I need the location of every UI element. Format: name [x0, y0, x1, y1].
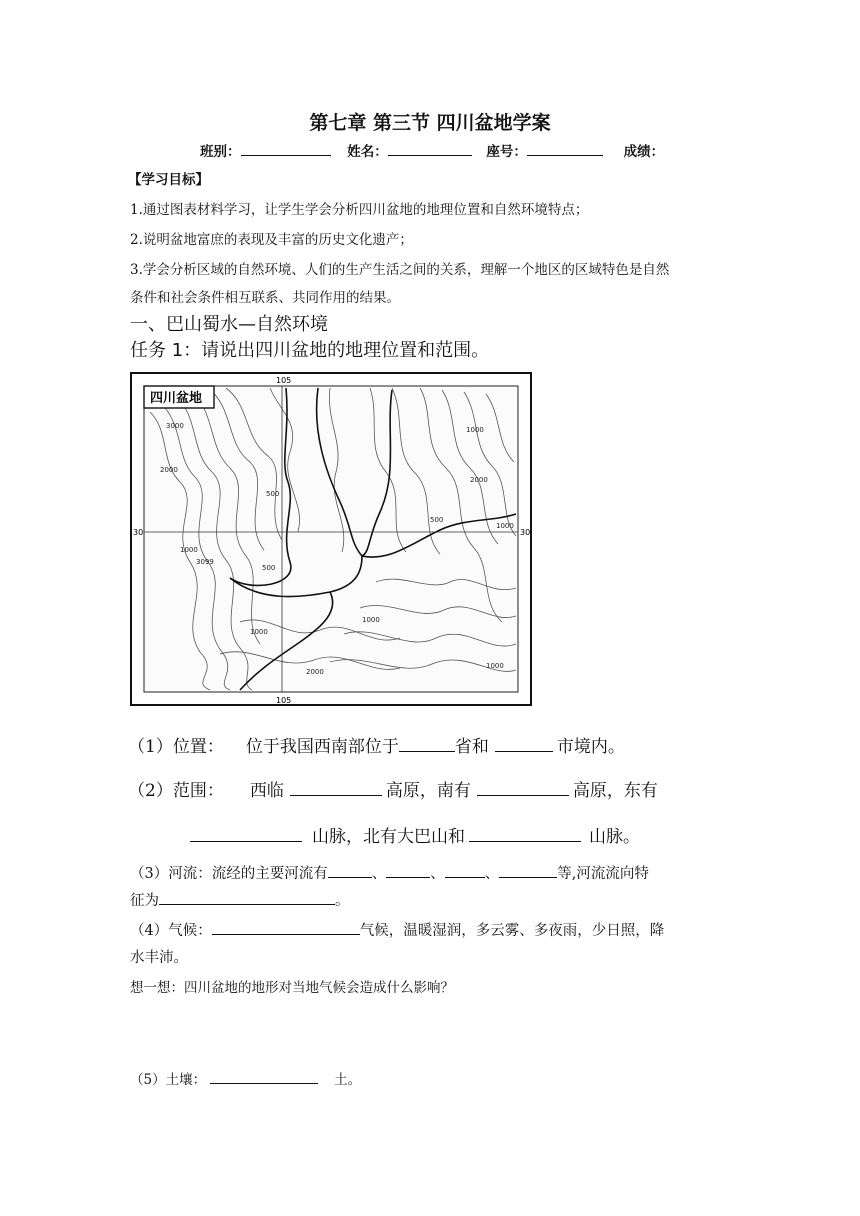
- lon-label-top: 105: [276, 376, 292, 385]
- seat-label: 座号：: [486, 144, 527, 160]
- south-plateau-blank[interactable]: [477, 779, 569, 796]
- lat-label-left: 30: [133, 528, 144, 537]
- page-title: 第七章 第三节 四川盆地学案: [309, 112, 551, 134]
- seat-blank[interactable]: [527, 141, 603, 156]
- elevation-label: 2000: [160, 466, 178, 474]
- east-mountain-blank[interactable]: [190, 825, 302, 842]
- question-range: （2）范围： 西临 高原，南有 高原，东有: [128, 781, 658, 801]
- climate-blank[interactable]: [212, 921, 360, 935]
- class-blank[interactable]: [241, 141, 331, 156]
- objective-item: 1.通过图表材料学习，让学生学会分析四川盆地的地理位置和自然环境特点；: [130, 202, 589, 218]
- name-blank[interactable]: [388, 141, 472, 156]
- river-blank[interactable]: [499, 864, 557, 878]
- question-rivers: （3）河流：流经的主要河流有 、 、 、 等,河流流向特: [130, 866, 649, 882]
- name-label: 姓名：: [347, 144, 388, 160]
- elevation-label: 1000: [180, 546, 198, 554]
- city-blank[interactable]: [495, 735, 553, 752]
- objective-item: 2.说明盆地富庶的表现及丰富的历史文化遗产；: [130, 232, 413, 248]
- province-blank[interactable]: [399, 735, 455, 752]
- section-heading: 一、巴山蜀水—自然环境: [130, 314, 328, 335]
- river-blank[interactable]: [328, 864, 372, 878]
- elevation-label: 1000: [486, 662, 504, 670]
- think-prompt: 想一想：四川盆地的地形对当地气候会造成什么影响？: [130, 980, 454, 996]
- basin-map: [130, 372, 532, 706]
- objective-item: 条件和社会条件相互联系、共同作用的结果。: [130, 290, 400, 306]
- river-blank[interactable]: [445, 864, 485, 878]
- elevation-label: 1000: [496, 522, 514, 530]
- question-climate: （4）气候： 气候，温暖湿润，多云雾、多夜雨，少日照，降: [130, 923, 665, 939]
- river-blank[interactable]: [386, 864, 430, 878]
- objectives-heading: 【学习目标】: [128, 172, 209, 188]
- north-mountain-blank[interactable]: [469, 825, 581, 842]
- elevation-label: 2000: [306, 668, 324, 676]
- student-info-line: [200, 140, 664, 160]
- elevation-label: 2000: [470, 476, 488, 484]
- elevation-label: 1000: [250, 628, 268, 636]
- question-climate-cont: 水丰沛。: [130, 950, 188, 966]
- soil-blank[interactable]: [210, 1071, 318, 1084]
- question-range-cont: 山脉，北有大巴山和 山脉。: [190, 822, 640, 847]
- objective-item: 3.学会分析区域的自然环境、人们的生产生活之间的关系，理解一个地区的区域特色是自然: [130, 262, 670, 278]
- map-title: 四川盆地: [150, 391, 203, 406]
- question-location: （1）位置： 位于我国西南部位于 省和 市境内。: [128, 737, 625, 757]
- task-heading: 任务 1：请说出四川盆地的地理位置和范围。: [130, 340, 490, 361]
- elevation-label: 1000: [362, 616, 380, 624]
- class-label: 班别：: [200, 144, 241, 160]
- elevation-label: 3000: [166, 422, 184, 430]
- elevation-label: 1000: [466, 426, 484, 434]
- lon-label-bottom: 105: [276, 696, 292, 705]
- elevation-label: 500: [430, 516, 444, 524]
- question-rivers-cont: 征为 。: [130, 893, 350, 909]
- west-plateau-blank[interactable]: [290, 779, 382, 796]
- score-label: 成绩：: [623, 144, 665, 160]
- question-soil: （5）土壤： 土。: [130, 1072, 362, 1088]
- river-flow-blank[interactable]: [159, 891, 335, 905]
- elevation-label: 500: [266, 490, 280, 498]
- lat-label-right: 30: [520, 528, 531, 537]
- elevation-label: 3099: [196, 558, 214, 566]
- elevation-label: 500: [262, 564, 276, 572]
